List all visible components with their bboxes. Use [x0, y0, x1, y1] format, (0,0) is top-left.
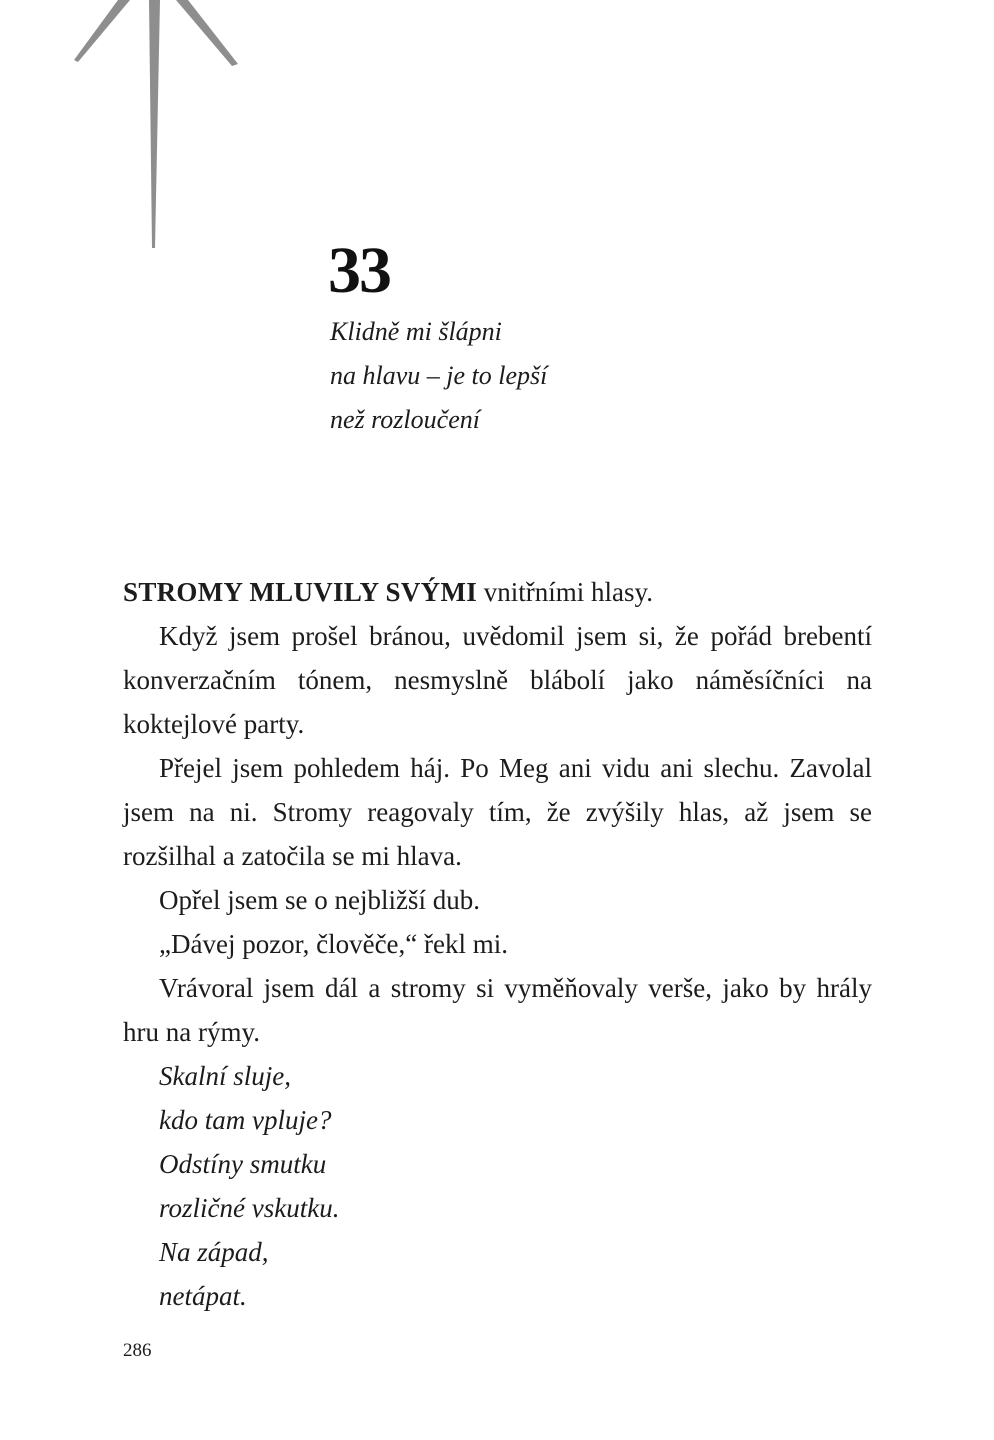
arrow-ornament-icon: [0, 0, 260, 260]
paragraph: Vrávoral jsem dál a stromy si vyměňovaly verše, jako by hrály hru na rýmy.: [123, 973, 872, 1047]
chapter-subtitle: [330, 310, 547, 442]
paragraph: „Dávej pozor, člověče,“ řekl mi.: [159, 929, 508, 959]
opening-caps: STROMY MLUVILY SVÝMI: [123, 577, 478, 607]
chapter-body: [123, 570, 872, 1318]
poem: [123, 1054, 872, 1318]
subtitle-line: než rozloučení: [330, 405, 480, 434]
poem-line: Odstíny smutku: [159, 1149, 327, 1179]
opening-rest: vnitřními hlasy.: [477, 577, 654, 607]
opening-paragraph: [123, 570, 872, 614]
subtitle-line: Klidně mi šlápni: [330, 317, 502, 346]
poem-line: netápat.: [159, 1281, 247, 1311]
poem-line: kdo tam vpluje?: [159, 1105, 332, 1135]
poem-line: rozličné vskutku.: [159, 1193, 340, 1223]
paragraph: Opřel jsem se o nejbližší dub.: [159, 885, 480, 915]
poem-line: Skalní sluje,: [159, 1061, 291, 1091]
chapter-number: 33: [328, 234, 390, 307]
page-number: 286: [123, 1340, 152, 1361]
subtitle-line: na hlavu – je to lepší: [330, 361, 548, 390]
poem-line: Na západ,: [159, 1237, 269, 1267]
paragraph: Přejel jsem pohledem háj. Po Meg ani vidu ani slechu. Zavolal jsem na ni. Stromy reagovaly tím, že zvýšily hlas, až jsem se rozšilhal a zatočila se mi hlava.: [123, 753, 872, 871]
paragraph: Když jsem prošel bránou, uvědomil jsem si, že pořád brebentí konverzačním tónem, nesmyslně blábolí jako náměsíčníci na koktejlové party.: [123, 621, 872, 739]
